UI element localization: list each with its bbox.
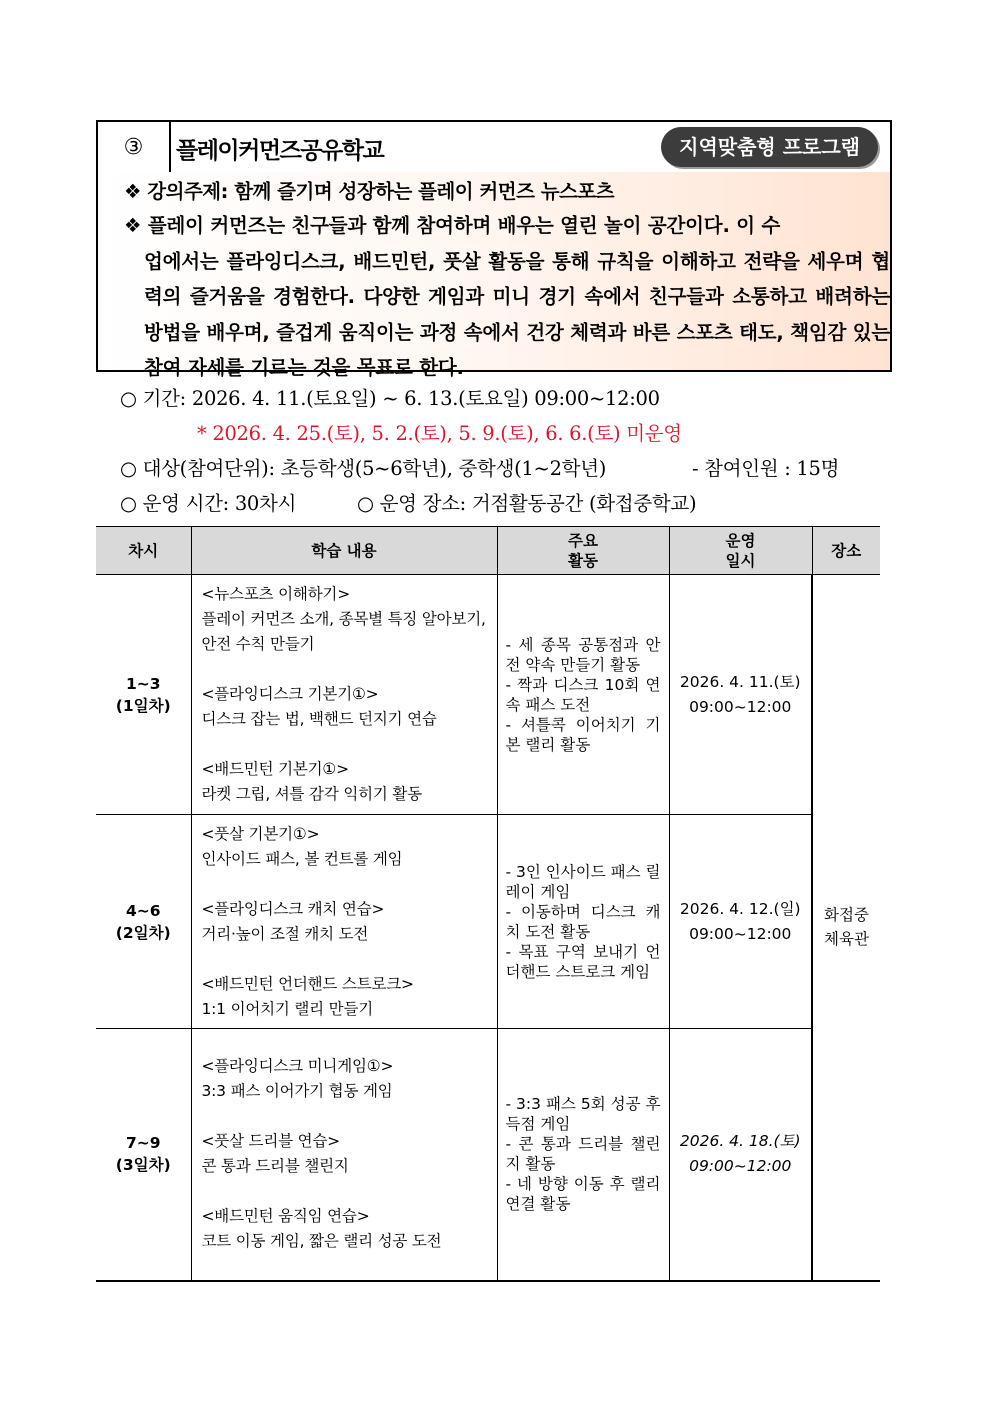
header-content: 학습 내용 (191, 527, 497, 575)
activity-cell: - 3:3 패스 5회 성공 후 득점 게임 - 콘 통과 드리블 챌린지 활동 - 네 방향 이동 후 랠리 연결 활동 (497, 1029, 669, 1281)
diamond-bullet-icon: ❖ (124, 214, 142, 237)
header-activity: 주요 활동 (497, 527, 669, 575)
program-summary (124, 208, 890, 386)
lecture-topic (124, 176, 614, 204)
program-summary-first-line: 플레이 커먼즈는 친구들과 함께 참여하며 배우는 열린 놀이 공간이다. 이 수 (147, 214, 781, 237)
schedule-table (96, 526, 880, 1282)
activity-cell: - 세 종목 공통점과 안전 약속 만들기 활동 - 짝과 디스크 10회 연속 패스 도전 - 셔틀콕 이어치기 기본 랠리 활동 (497, 575, 669, 815)
diamond-bullet-icon: ❖ (124, 180, 141, 203)
program-summary-rest: 업에서는 플라잉디스크, 배드민턴, 풋살 활동을 통해 규칙을 이해하고 전략을 세우며 협력의 즐거움을 경험한다. 다양한 게임과 미니 경기 속에서 친구들과 소통하고 배려하는 방법을 배우며, 즐겁게 움직이는 과정 속에서 건강 체력과 바른 스포츠 태도, 책임감 있는 참여 자세를 기르는 것을 목표로 한다. (144, 249, 890, 379)
program-title: 플레이커먼즈공유학교 (176, 138, 384, 164)
program-header-box (96, 120, 892, 379)
header-date: 운영 일시 (669, 527, 812, 575)
content-cell: <플라잉디스크 미니게임①> 3:3 패스 이어가기 협동 게임 <풋살 드리블 연습> 콘 통과 드리블 챌린지 <배드민턴 움직임 연습> 코트 이동 게임, 짧은 랠리 성공 도전 (191, 1029, 497, 1281)
exclusion-dates: * 2026. 4. 25.(토), 5. 2.(토), 5. 9.(토), 6. 6.(토) 미운영 (197, 422, 682, 445)
date-cell: 2026. 4. 18.(토) 09:00~12:00 (669, 1029, 812, 1281)
session-cell: 7~9 (3일차) (96, 1029, 191, 1281)
table-header-row (96, 527, 880, 575)
table-row (96, 1029, 880, 1281)
table-row (96, 815, 880, 1029)
activity-cell: - 3인 인사이드 패스 릴레이 게임 - 이동하며 디스크 캐치 도전 활동 - 목표 구역 보내기 언더핸드 스트로크 게임 (497, 815, 669, 1029)
session-cell: 1~3 (1일차) (96, 575, 191, 815)
program-number: ③ (98, 122, 171, 172)
content-cell: <풋살 기본기①> 인사이드 패스, 볼 컨트롤 게임 <플라잉디스크 캐치 연습> 거리·높이 조절 캐치 도전 <배드민턴 언더핸드 스트로크> 1:1 이어치기 랠리 만들기 (191, 815, 497, 1029)
lecture-topic-text: 강의주제: 함께 즐기며 성장하는 플레이 커먼즈 뉴스포츠 (147, 180, 615, 203)
program-title-bar (98, 122, 890, 174)
session-cell: 4~6 (2일차) (96, 815, 191, 1029)
program-description (98, 172, 890, 379)
period-line: ○ 기간: 2026. 4. 11.(토요일) ~ 6. 13.(토요일) 09:00~12:00 (120, 387, 660, 410)
header-place: 장소 (812, 527, 880, 575)
header-session: 차시 (96, 527, 191, 575)
date-cell: 2026. 4. 12.(일) 09:00~12:00 (669, 815, 812, 1029)
run-place-line: ○ 운영 장소: 거점활동공간 (화접중학교) (357, 492, 697, 515)
run-time-line: ○ 운영 시간: 30차시 (120, 492, 297, 515)
date-cell: 2026. 4. 11.(토) 09:00~12:00 (669, 575, 812, 815)
place-cell: 화접중 체육관 (812, 575, 880, 1281)
content-cell: <뉴스포츠 이해하기> 플레이 커먼즈 소개, 종목별 특징 알아보기, 안전 수칙 만들기 <플라잉디스크 기본기①> 디스크 잡는 법, 백핸드 던지기 연습 <배드민턴 기본기①> 라켓 그립, 셔틀 감각 익히기 활동 (191, 575, 497, 815)
headcount-line: - 참여인원 : 15명 (692, 457, 840, 480)
program-type-badge: 지역맞춤형 프로그램 (661, 127, 878, 167)
target-line: ○ 대상(참여단위): 초등학생(5~6학년), 중학생(1~2학년) (120, 457, 607, 480)
table-row (96, 575, 880, 815)
